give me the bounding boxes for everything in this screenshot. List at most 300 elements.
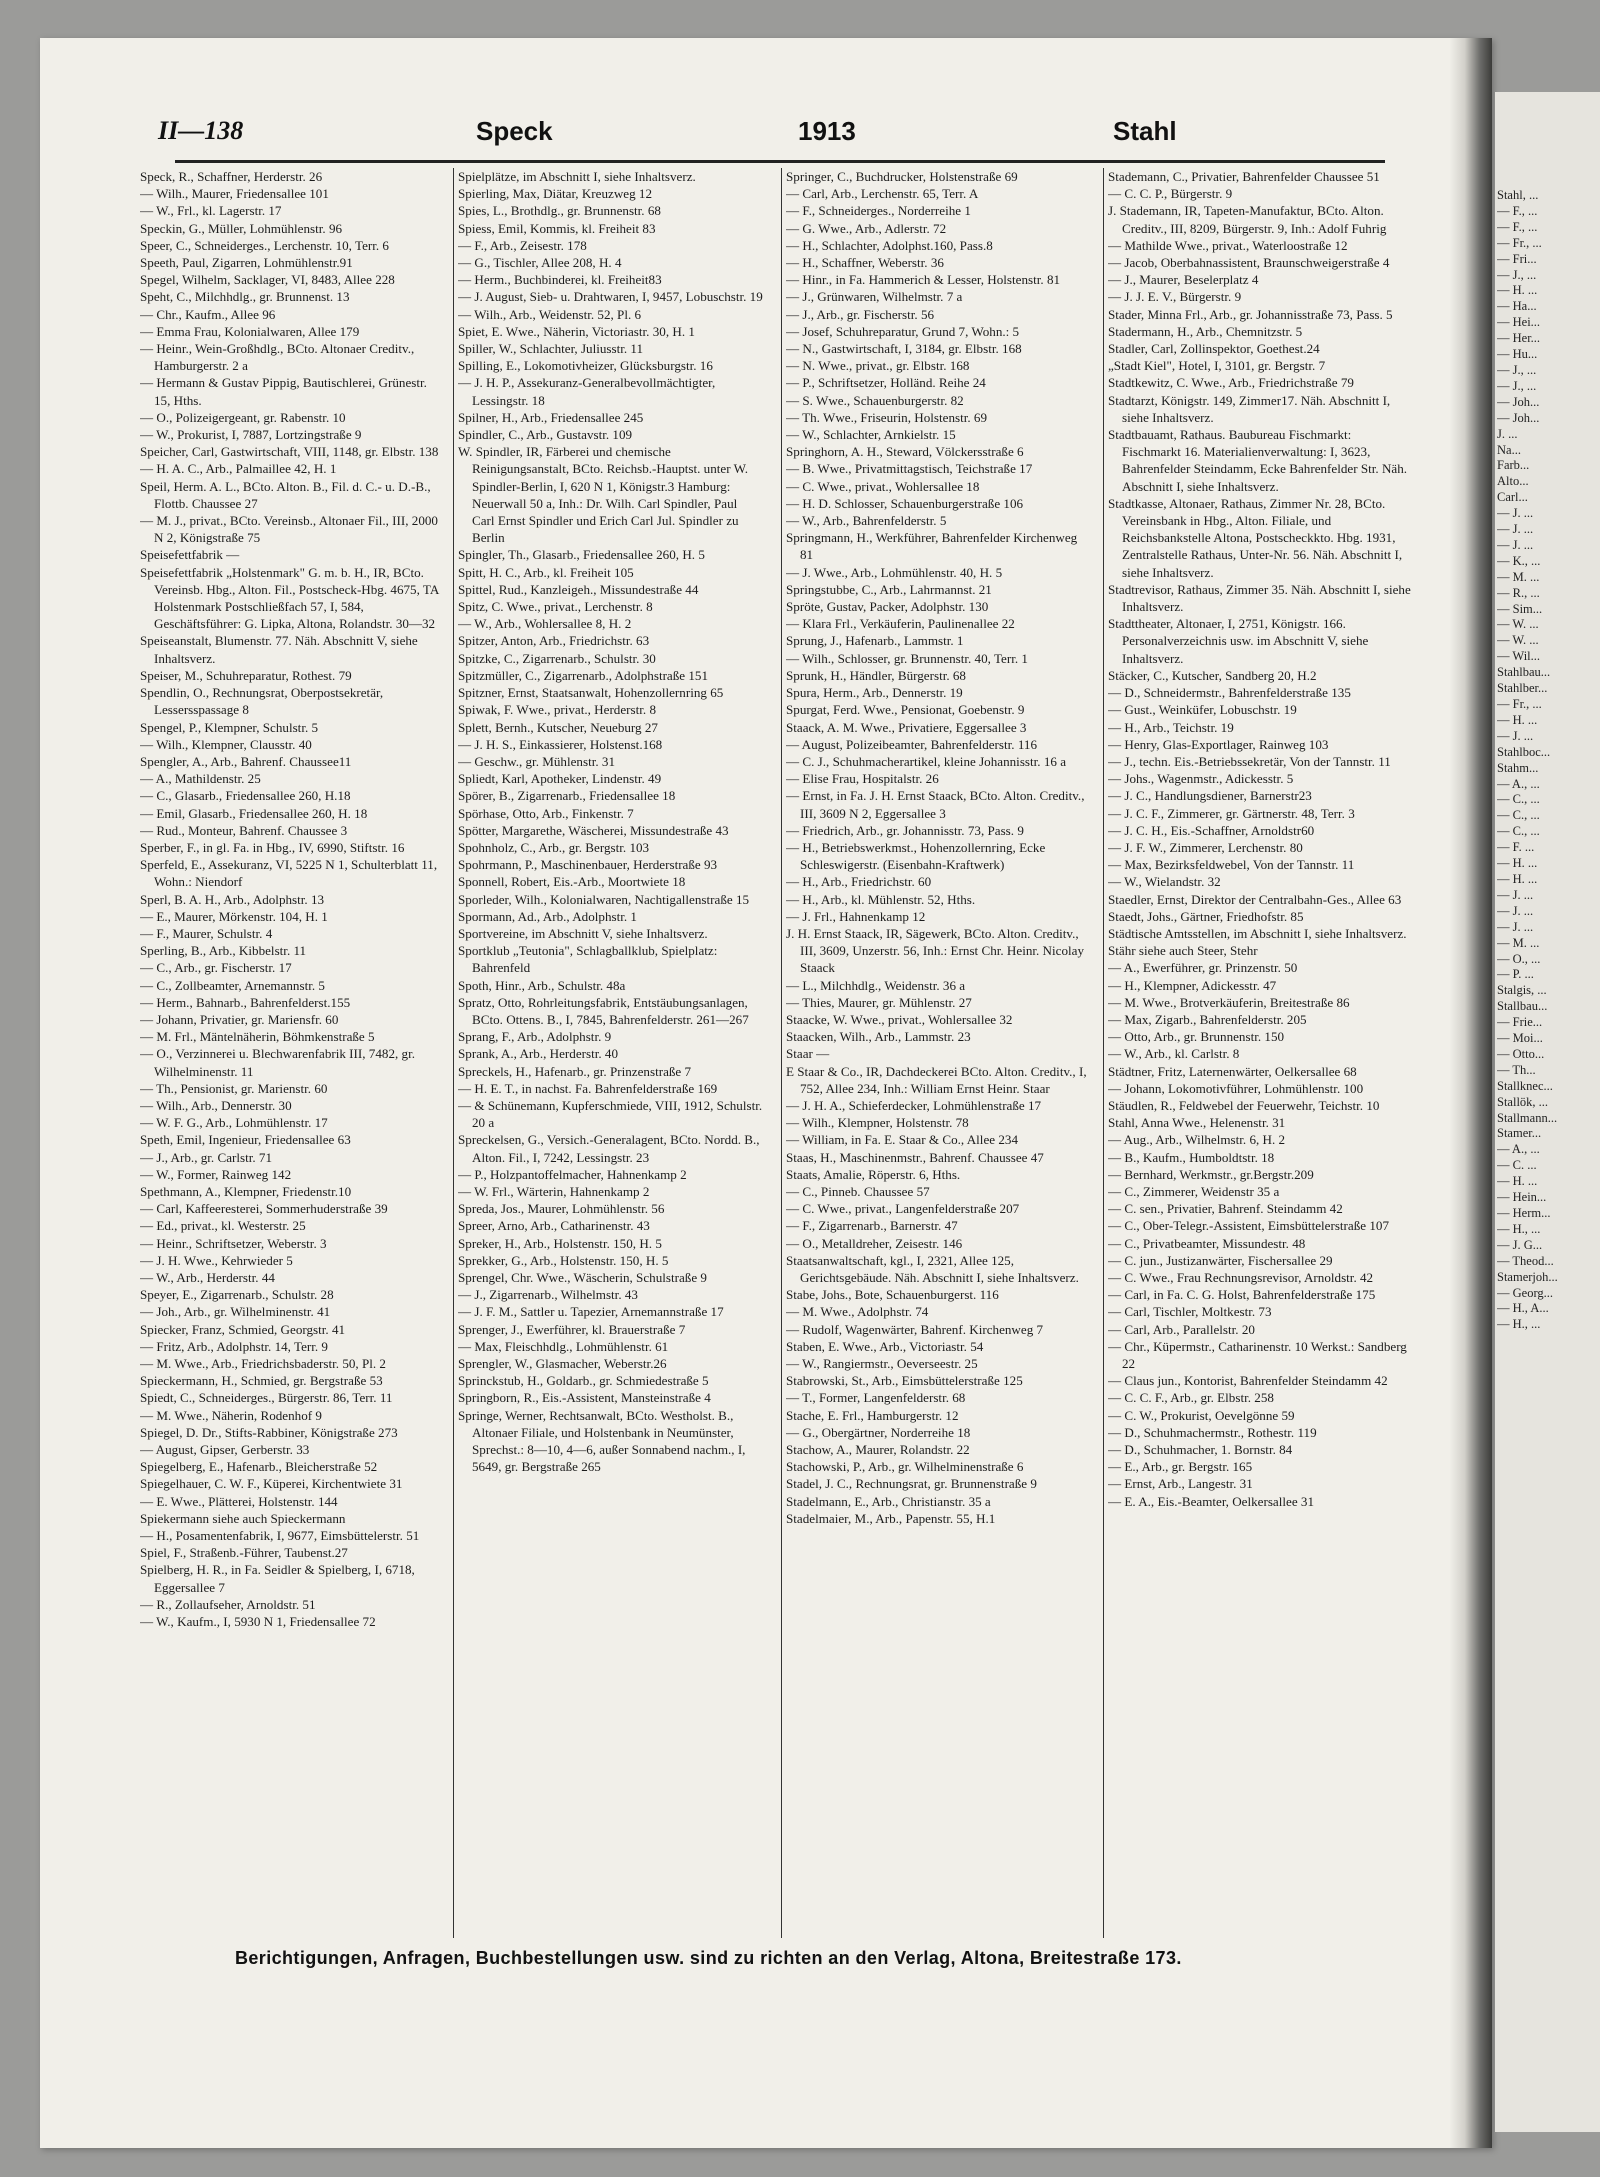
adjacent-page-entry: Stallök, ... — [1497, 1094, 1549, 1109]
adjacent-page-entry: — J. ... — [1497, 522, 1534, 537]
directory-entry: — C. Wwe., privat., Wohlersallee 18 — [786, 478, 980, 494]
adjacent-page-entry: — Ha... — [1497, 299, 1537, 314]
directory-entry: Springmann, H., Werkführer, Bahrenfelder Kirchenweg 81 — [786, 530, 1078, 563]
directory-entry: Spitzer, Anton, Arb., Friedrichstr. 63 — [458, 633, 650, 649]
directory-entry: — Josef, Schuhreparatur, Grund 7, Wohn.: 5 — [786, 323, 1020, 339]
directory-entry: — J., Arb., gr. Carlstr. 71 — [140, 1149, 273, 1165]
directory-entry: — Th. Wwe., Friseurin, Holstenstr. 69 — [786, 409, 988, 425]
directory-entry: Spies, L., Brothdlg., gr. Brunnenstr. 68 — [458, 203, 661, 219]
page-number: II—138 — [158, 116, 244, 145]
adjacent-page-entry: — Frie... — [1497, 1015, 1543, 1030]
directory-entry: Speisefettfabrik „Holstenmark" G. m. b. H., IR, BCto. Vereinsb. Hbg., Alton. Fil., Postscheck-Hbg. 4675, TA Holstenmark Postschließfach 57, I, 584, Geschäftsführer: G. Lipka, Altona, Rolandstr. 30—32 — [140, 564, 439, 632]
first-keyword: Speck — [476, 116, 553, 146]
directory-entry: Spreer, Arno, Arb., Catharinenstr. 43 — [458, 1218, 650, 1234]
adjacent-page-entry: Farb... — [1497, 458, 1530, 473]
adjacent-page-entry: — Fr., ... — [1497, 697, 1542, 711]
adjacent-page-entry: — Wil... — [1497, 649, 1541, 664]
directory-entry: Spiess, Emil, Kommis, kl. Freiheit 83 — [458, 220, 656, 236]
directory-entry: Staben, E. Wwe., Arb., Victoriastr. 54 — [786, 1338, 984, 1354]
directory-entry: Sportklub „Teutonia", Schlagballklub, Spielplatz: Bahrenfeld — [458, 943, 718, 976]
directory-entry: Staacken, Wilh., Arb., Lammstr. 23 — [786, 1029, 971, 1045]
directory-entry: — C., Zollbeamter, Arnemannstr. 5 — [140, 977, 325, 993]
directory-entry: J. Stademann, IR, Tapeten-Manufaktur, BCto. Alton. Creditv., III, 8209, Bürgerstr. 9, Inh.: Adolf Fuhrig — [1108, 203, 1387, 236]
directory-entry: — T., Former, Langenfelderstr. 68 — [786, 1390, 966, 1406]
directory-entry: — Carl, Kaffeeresterei, Sommerhuderstraße 39 — [140, 1201, 388, 1217]
directory-entry: — F., Maurer, Schulstr. 4 — [140, 925, 273, 941]
directory-entry: — G., Obergärtner, Norderreihe 18 — [786, 1424, 971, 1440]
directory-entry: Spiet, E. Wwe., Näherin, Victoriastr. 30, H. 1 — [458, 323, 695, 339]
directory-entry: — B. Wwe., Privatmittagstisch, Teichstraße 17 — [786, 461, 1033, 477]
directory-entry: — W. F. G., Arb., Lohmühlenstr. 17 — [140, 1115, 328, 1131]
directory-entry: Springstubbe, C., Arb., Lahrmannst. 21 — [786, 581, 992, 597]
adjacent-page-entry: — Sim... — [1497, 601, 1543, 616]
directory-entry: Springe, Werner, Rechtsanwalt, BCto. Westholst. B., Altonaer Filiale, und Holstenbank in Neumünster, Sprechst.: 8—10, 4—6, außer Sonnabend nachm., I, 5649, gr. Bergstraße 265 — [458, 1407, 746, 1475]
directory-entry: — J., Grünwaren, Wilhelmstr. 7 a — [786, 289, 963, 305]
directory-entry: Spethmann, A., Klempner, Friedenstr.10 — [140, 1183, 352, 1199]
directory-entry: — C. W., Prokurist, Oevelgönne 59 — [1108, 1407, 1295, 1423]
adjacent-page-entry: — Fri... — [1497, 251, 1537, 266]
directory-entry: — Carl, in Fa. C. G. Holst, Bahrenfelderstraße 175 — [1108, 1287, 1376, 1303]
adjacent-page-entry: — H. ... — [1497, 1174, 1538, 1189]
directory-entry: — P., Schriftsetzer, Holländ. Reihe 24 — [786, 375, 986, 391]
adjacent-page-entry: — Joh... — [1497, 410, 1540, 425]
directory-entry: — W., Former, Rainweg 142 — [140, 1166, 292, 1182]
directory-entry: — Bernhard, Werkmstr., gr.Bergstr.209 — [1108, 1166, 1314, 1182]
directory-entry: Stäudlen, R., Feldwebel der Feuerwehr, Teichstr. 10 — [1108, 1097, 1380, 1113]
directory-entry: Speckin, G., Müller, Lohmühlenstr. 96 — [140, 220, 343, 236]
directory-entry: Spreda, Jos., Maurer, Lohmühlenstr. 56 — [458, 1201, 665, 1217]
adjacent-page-entry: — W. ... — [1497, 617, 1539, 632]
adjacent-page-entry: Stahlboc... — [1497, 744, 1551, 759]
directory-entry: — O., Polizeigergeant, gr. Rabenstr. 10 — [140, 409, 346, 425]
adjacent-page-entry: — Herm... — [1497, 1206, 1551, 1220]
column-4 — [1108, 168, 1413, 1943]
directory-entry: — W., Wielandstr. 32 — [1108, 874, 1221, 890]
directory-entry: — J., Arb., gr. Fischerstr. 56 — [786, 306, 935, 322]
directory-entry: — Carl, Arb., Parallelstr. 20 — [1108, 1321, 1255, 1337]
adjacent-page-entry: — Moi... — [1497, 1031, 1543, 1046]
directory-entry: Spengler, A., Arb., Bahrenf. Chaussee11 — [140, 753, 352, 769]
directory-entry: Spendlin, O., Rechnungsrat, Oberpostsekretär, Lessersspassage 8 — [140, 685, 384, 718]
directory-entry: Stahl, Anna Wwe., Helenenstr. 31 — [1108, 1115, 1286, 1131]
directory-entry: Spilling, E., Lokomotivheizer, Glücksburgstr. 16 — [458, 358, 713, 374]
directory-entry: Sprengler, W., Glasmacher, Weberstr.26 — [458, 1356, 667, 1372]
directory-entry: Stachowski, P., Arb., gr. Wilhelminenstraße 6 — [786, 1459, 1024, 1475]
directory-entry: — E. A., Eis.-Beamter, Oelkersallee 31 — [1108, 1493, 1315, 1509]
column-2 — [458, 168, 763, 1943]
adjacent-page-entry: Stamerjoh... — [1497, 1269, 1558, 1284]
directory-entry: Spormann, Ad., Arb., Adolphstr. 1 — [458, 908, 637, 924]
directory-entry: Spitzner, Ernst, Staatsanwalt, Hohenzollernring 65 — [458, 685, 724, 701]
directory-entry: Sprengel, Chr. Wwe., Wäscherin, Schulstraße 9 — [458, 1270, 707, 1285]
adjacent-page-edge — [1495, 92, 1600, 2132]
adjacent-page-entry: — M. ... — [1497, 569, 1540, 584]
directory-entry: — J. Wwe., Arb., Lohmühlenstr. 40, H. 5 — [786, 564, 1003, 580]
directory-entry: — S. Wwe., Schauenburgerstr. 82 — [786, 392, 964, 408]
adjacent-page-entry: Stallknec... — [1497, 1078, 1553, 1093]
directory-entry: — M. Wwe., Brotverkäuferin, Breitestraße 86 — [1108, 994, 1350, 1010]
directory-entry: Speeth, Paul, Zigarren, Lohmühlenstr.91 — [140, 255, 353, 271]
directory-entry: Springborn, R., Eis.-Assistent, Mansteinstraße 4 — [458, 1390, 711, 1406]
directory-entry: Spitt, H. C., Arb., kl. Freiheit 105 — [458, 564, 634, 580]
directory-entry: — Emil, Glasarb., Friedensallee 260, H. 18 — [140, 805, 368, 821]
directory-entry: Sprunk, H., Händler, Bürgerstr. 68 — [786, 667, 966, 683]
directory-entry: — Rudolf, Wagenwärter, Bahrenf. Kirchenweg 7 — [786, 1321, 1044, 1337]
directory-entry: Sportvereine, im Abschnitt V, siehe Inhaltsverz. — [458, 925, 708, 941]
adjacent-page-entry: — P. ... — [1497, 967, 1534, 982]
directory-entry: — P., Holzpantoffelmacher, Hahnenkamp 2 — [458, 1166, 687, 1182]
directory-entry: Spörer, B., Zigarrenarb., Friedensallee 18 — [458, 788, 676, 804]
adjacent-page-entry: — J., ... — [1497, 362, 1537, 377]
directory-entry: — C., Ober-Telegr.-Assistent, Eimsbüttelerstraße 107 — [1108, 1218, 1390, 1234]
directory-entry: Sprang, F., Arb., Adolphstr. 9 — [458, 1029, 612, 1045]
directory-entry: Spliedt, Karl, Apotheker, Lindenstr. 49 — [458, 771, 662, 787]
directory-entry: „Stadt Kiel", Hotel, I, 3101, gr. Bergstr. 7 — [1108, 358, 1326, 374]
adjacent-page-entry: — Her... — [1497, 331, 1541, 346]
adjacent-page-entry: — F. ... — [1497, 840, 1535, 855]
adjacent-page-entry: — H., A... — [1497, 1301, 1549, 1316]
adjacent-page-entry: Na... — [1497, 442, 1521, 457]
directory-entry: — L., Milchhdlg., Weidenstr. 36 a — [786, 977, 966, 993]
directory-entry: — Max, Bezirksfeldwebel, Von der Tannstr. 11 — [1108, 857, 1355, 873]
directory-entry: — Ernst, Arb., Langestr. 31 — [1108, 1476, 1253, 1492]
directory-entry: Spingler, Th., Glasarb., Friedensallee 260, H. 5 — [458, 547, 705, 563]
year: 1913 — [798, 116, 856, 146]
directory-entry: Spiel, F., Straßenb.-Führer, Taubenst.27 — [140, 1545, 348, 1561]
directory-entry: Stache, E. Frl., Hamburgerstr. 12 — [786, 1407, 959, 1423]
directory-entry: — Max, Zigarb., Bahrenfelderstr. 205 — [1108, 1011, 1307, 1027]
directory-entry: Stadtrevisor, Rathaus, Zimmer 35. Näh. Abschnitt I, siehe Inhaltsverz. — [1108, 581, 1411, 615]
adjacent-page-entry: — F., ... — [1497, 203, 1538, 218]
directory-entry: Spitzke, C., Zigarrenarb., Schulstr. 30 — [458, 650, 656, 666]
adjacent-page-entry: — Otto... — [1497, 1046, 1545, 1061]
directory-entry: Stadtbauamt, Rathaus. Baubureau Fischmarkt: Fischmarkt 16. Materialienverwaltung: I, 3623, Bahrenfelder Steindamm, Ecke Bahrenfelder Str. Näh. Abschnitt I, siehe Inhaltsverz. — [1108, 427, 1408, 494]
directory-entry: Spitzmüller, C., Zigarrenarb., Adolphstraße 151 — [458, 667, 709, 683]
directory-entry: — H., Arb., Teichstr. 19 — [1108, 719, 1234, 735]
directory-entry: — Joh., Arb., gr. Wilhelminenstr. 41 — [140, 1304, 331, 1320]
directory-entry: — Hinr., in Fa. Hammerich & Lesser, Holstenstr. 81 — [786, 272, 1061, 288]
directory-entry: — C. C. P., Bürgerstr. 9 — [1108, 186, 1233, 202]
directory-entry: — N. Wwe., privat., gr. Elbstr. 168 — [786, 358, 970, 374]
directory-entry: E Staar & Co., IR, Dachdeckerei BCto. Alton. Creditv., I, 752, Allee 234, Inh.: William Ernst Heinr. Staar — [786, 1063, 1087, 1096]
header-rule — [175, 160, 1385, 163]
directory-entry: — C., Glasarb., Friedensallee 260, H.18 — [140, 788, 351, 804]
adjacent-page-entry: — Fr., ... — [1497, 235, 1542, 250]
directory-entry: — J. C. F., Zimmerer, gr. Gärtnerstr. 48, Terr. 3 — [1108, 805, 1355, 821]
adjacent-page-entry: — Hein... — [1497, 1190, 1547, 1205]
directory-entry: — C., Zimmerer, Weidenstr 35 a — [1108, 1183, 1280, 1199]
directory-entry: — & Schünemann, Kupferschmiede, VIII, 1912, Schulstr. 20 a — [458, 1097, 763, 1131]
directory-entry: Spreker, H., Arb., Holstenstr. 150, H. 5 — [458, 1235, 662, 1251]
directory-entry: — H., Betriebswerkmst., Hohenzollernring, Ecke Schleswigerstr. (Eisenbahn-Kraftwerk) — [786, 839, 1046, 873]
directory-entry: — F., Arb., Zeisestr. 178 — [458, 237, 587, 253]
directory-entry: Speht, C., Milchhdlg., gr. Brunnenst. 13 — [140, 289, 350, 305]
directory-entry: — H. D. Schlosser, Schauenburgerstraße 106 — [786, 495, 1024, 511]
adjacent-page-entry: — J. ... — [1497, 728, 1534, 743]
adjacent-page-entry: — C. ... — [1497, 1158, 1537, 1173]
directory-entry: — Rud., Monteur, Bahrenf. Chaussee 3 — [140, 822, 348, 838]
directory-entry: — William, in Fa. E. Staar & Co., Allee 234 — [786, 1132, 1018, 1148]
directory-entry: Spindler, C., Arb., Gustavstr. 109 — [458, 427, 633, 443]
directory-entry: Speiser, M., Schuhreparatur, Rothest. 79 — [140, 667, 352, 683]
directory-entry: Stadelmaier, M., Arb., Papenstr. 55, H.1 — [786, 1510, 996, 1526]
adjacent-page-entry: — F., ... — [1497, 219, 1538, 234]
directory-entry: Spiwak, F. Wwe., privat., Herderstr. 8 — [458, 702, 656, 718]
directory-entry: Spiller, W., Schlachter, Juliusstr. 11 — [458, 341, 644, 357]
directory-entry: — J. August, Sieb- u. Drahtwaren, I, 9457, Lobuschstr. 19 — [458, 289, 763, 305]
adjacent-page-entry: — C., ... — [1497, 792, 1540, 807]
directory-entry: Sperfeld, E., Assekuranz, VI, 5225 N 1, Schulterblatt 11, Wohn.: Niendorf — [140, 857, 438, 890]
directory-entry: — J. J. E. V., Bürgerstr. 9 — [1108, 289, 1242, 305]
directory-entry: — E. Wwe., Plätterei, Holstenstr. 144 — [140, 1493, 338, 1509]
directory-entry: — O., Verzinnerei u. Blechwarenfabrik III, 7482, gr. Wilhelminenstr. 11 — [140, 1046, 415, 1079]
adjacent-page-entry: — Th... — [1497, 1062, 1536, 1077]
directory-entry: — Jacob, Oberbahnassistent, Braunschweigerstraße 4 — [1108, 255, 1390, 271]
directory-entry: Staas, H., Maschinenmstr., Bahrenf. Chaussee 47 — [786, 1149, 1044, 1165]
directory-entry: — C. Wwe., privat., Langenfelderstraße 207 — [786, 1201, 1020, 1217]
directory-entry: — Chr., Küpermstr., Catharinenstr. 10 Werkst.: Sandberg 22 — [1108, 1338, 1407, 1372]
directory-entry: — J. H. A., Schieferdecker, Lohmühlenstraße 17 — [786, 1097, 1042, 1113]
directory-entry: Stadler, Carl, Zollinspektor, Goethest.24 — [1108, 341, 1320, 357]
directory-entry: — Johann, Lokomotivführer, Lohmühlenstr. 100 — [1108, 1080, 1364, 1096]
adjacent-page-entry: — R., ... — [1497, 585, 1540, 600]
adjacent-page-entry: — Hu... — [1497, 347, 1538, 362]
adjacent-page-column — [1497, 188, 1600, 1963]
directory-entry: Springhorn, A. H., Steward, Völckersstraße 6 — [786, 444, 1024, 460]
directory-entry: Spiegelhauer, C. W. F., Küperei, Kirchentwiete 31 — [140, 1476, 403, 1492]
directory-entry: Spratz, Otto, Rohrleitungsfabrik, Entstäubungsanlagen, BCto. Ottens. B., I, 7845, Bahrenfelderstr. 261—267 — [458, 994, 749, 1027]
directory-entry: — W., Kaufm., I, 5930 N 1, Friedensallee 72 — [140, 1614, 376, 1630]
column-1 — [140, 168, 445, 1943]
directory-entry: Stähr siehe auch Steer, Stehr — [1108, 943, 1258, 959]
directory-entry: — Claus jun., Kontorist, Bahrenfelder Steindamm 42 — [1108, 1373, 1388, 1389]
directory-entry: Springer, C., Buchdrucker, Holstenstraße 69 — [786, 169, 1018, 184]
directory-entry: — C. C. F., Arb., gr. Elbstr. 258 — [1108, 1390, 1274, 1406]
publisher-footer: Berichtigungen, Anfragen, Buchbestellungen usw. sind zu richten an den Verlag, Altona, Breitestraße 173. — [235, 1948, 1182, 1968]
directory-entry: W. Spindler, IR, Färberei und chemische Reinigungsanstalt, BCto. Reichsb.-Hauptst. unter W. Spindler-Berlin, I, 620 N 1, Königstr.3 Hamburg: Neuerwall 50 a, Inh.: Dr. Wilh. Carl Spindler, Paul Carl Ernst Spindler und Erich Carl Jul. Spindler zu Berlin — [458, 444, 749, 546]
directory-entry: — A., Mathildenstr. 25 — [140, 771, 261, 787]
directory-entry: — J. F. M., Sattler u. Tapezier, Arnemannstraße 17 — [458, 1304, 724, 1320]
directory-entry: Spielberg, H. R., in Fa. Seidler & Spielberg, I, 6718, Eggersallee 7 — [140, 1562, 415, 1595]
directory-entry: — J. C., Handlungsdiener, Barnerstr23 — [1108, 788, 1312, 804]
directory-entry: — J. H. P., Assekuranz-Generalbevollmächtigter, Lessingstr. 18 — [458, 375, 716, 408]
directory-entry: Speil, Herm. A. L., BCto. Alton. B., Fil. d. C.- u. D.-B., Flottb. Chaussee 27 — [140, 478, 431, 511]
directory-entry: — H., Arb., Friedrichstr. 60 — [786, 874, 932, 890]
directory-entry: Sporleder, Wilh., Kolonialwaren, Nachtigallenstraße 15 — [458, 891, 750, 907]
directory-entry: Stader, Minna Frl., Arb., gr. Johannisstraße 73, Pass. 5 — [1108, 306, 1393, 322]
directory-entry: — D., Schuhmachermstr., Rothestr. 119 — [1108, 1424, 1317, 1440]
directory-entry: Spoth, Hinr., Arb., Schulstr. 48a — [458, 977, 626, 993]
directory-entry: Spielplätze, im Abschnitt I, siehe Inhaltsverz. — [458, 169, 696, 184]
directory-entry: — D., Schuhmacher, 1. Bornstr. 84 — [1108, 1442, 1293, 1458]
directory-entry: — Aug., Arb., Wilhelmstr. 6, H. 2 — [1108, 1132, 1286, 1148]
directory-entry: — J., Maurer, Beselerplatz 4 — [1108, 272, 1259, 288]
directory-entry: — Heinr., Wein-Großhdlg., BCto. Altonaer Creditv., Hamburgerstr. 2 a — [140, 341, 415, 374]
adjacent-page-entry: — H., ... — [1497, 1317, 1541, 1332]
directory-entry: — Carl, Tischler, Moltkestr. 73 — [1108, 1304, 1272, 1320]
directory-entry: — August, Polizeibeamter, Bahrenfelderstr. 116 — [786, 736, 1037, 752]
directory-page — [40, 38, 1492, 2148]
adjacent-page-entry: — Joh... — [1497, 394, 1540, 409]
adjacent-page-entry: — J. ... — [1497, 903, 1534, 918]
directory-entry: — C. jun., Justizanwärter, Fischersallee 29 — [1108, 1252, 1333, 1268]
directory-entry: Sprinckstub, H., Goldarb., gr. Schmiedestraße 5 — [458, 1373, 709, 1389]
directory-entry: — Ed., privat., kl. Westerstr. 25 — [140, 1218, 306, 1234]
directory-entry: Sprung, J., Hafenarb., Lammstr. 1 — [786, 633, 964, 649]
adjacent-page-entry: — J., ... — [1497, 267, 1537, 282]
adjacent-page-entry: Alto... — [1497, 474, 1529, 489]
directory-entry: — Herm., Bahnarb., Bahrenfelderst.155 — [140, 994, 351, 1010]
directory-entry: Spröte, Gustav, Packer, Adolphstr. 130 — [786, 599, 989, 615]
directory-entry: J. H. Ernst Staack, IR, Sägewerk, BCto. Alton. Creditv., III, 3609, Unzerstr. 56, Inh.: Ernst Chr. Heinr. Nicolay Staack — [786, 925, 1085, 976]
directory-entry: — Klara Frl., Verkäuferin, Paulinenallee 22 — [786, 616, 1015, 632]
directory-entry: — W., Rangiermstr., Oeverseestr. 25 — [786, 1356, 978, 1372]
directory-entry: Speer, C., Schneiderges., Lerchenstr. 10, Terr. 6 — [140, 237, 389, 253]
directory-entry: Stachow, A., Maurer, Rolandstr. 22 — [786, 1442, 970, 1458]
directory-entry: — J. H. Wwe., Kehrwieder 5 — [140, 1252, 293, 1268]
directory-entry: — E., Arb., gr. Bergstr. 165 — [1108, 1459, 1253, 1475]
directory-entry: Sprank, A., Arb., Herderstr. 40 — [458, 1046, 619, 1062]
adjacent-page-entry: Carl... — [1497, 490, 1528, 505]
directory-entry: Spengel, P., Klempner, Schulstr. 5 — [140, 719, 319, 735]
directory-entry: — J., Zigarrenarb., Wilhelmstr. 43 — [458, 1287, 638, 1303]
directory-entry: Speck, R., Schaffner, Herderstr. 26 — [140, 169, 323, 184]
directory-entry: — W., Schlachter, Arnkielstr. 15 — [786, 427, 956, 443]
directory-entry: Stabrowski, St., Arb., Eimsbüttelerstraße 125 — [786, 1373, 1023, 1389]
directory-entry: Spötter, Margarethe, Wäscherei, Missundestraße 43 — [458, 822, 729, 838]
directory-entry: Sponnell, Robert, Eis.-Arb., Moortwiete 18 — [458, 874, 686, 890]
directory-entry: — M. Wwe., Näherin, Rodenhof 9 — [140, 1407, 322, 1423]
directory-entry: — W., Prokurist, I, 7887, Lortzingstraße 9 — [140, 427, 362, 443]
directory-entry: — E., Maurer, Mörkenstr. 104, H. 1 — [140, 908, 328, 924]
directory-entry: — Emma Frau, Kolonialwaren, Allee 179 — [140, 323, 360, 339]
directory-entry: — Henry, Glas-Exportlager, Rainweg 103 — [1108, 736, 1329, 752]
directory-entry: Städtner, Fritz, Laternenwärter, Oelkersallee 68 — [1108, 1063, 1357, 1079]
directory-entry: — G. Wwe., Arb., Adlerstr. 72 — [786, 220, 947, 236]
directory-entry: — D., Schneidermstr., Bahrenfelderstraße 135 — [1108, 685, 1351, 701]
directory-entry: — F., Schneiderges., Norderreihe 1 — [786, 203, 971, 219]
directory-entry: Sperber, F., in gl. Fa. in Hbg., IV, 6990, Stiftstr. 16 — [140, 839, 405, 855]
directory-entry: — Johann, Privatier, gr. Mariensfr. 60 — [140, 1011, 339, 1027]
last-keyword: Stahl — [1113, 116, 1177, 146]
directory-entry: Sprekker, G., Arb., Holstenstr. 150, H. 5 — [458, 1252, 669, 1268]
directory-entry: — Geschw., gr. Mühlenstr. 31 — [458, 753, 615, 769]
directory-entry: Stadttheater, Altonaer, I, 2751, Königstr. 166. Personalverzeichnis usw. im Abschnitt V, siehe Inhaltsverz. — [1108, 616, 1369, 666]
directory-entry: — Elise Frau, Hospitalstr. 26 — [786, 771, 939, 787]
directory-columns — [40, 168, 1490, 1943]
directory-entry: — H. A. C., Arb., Palmaillee 42, H. 1 — [140, 461, 337, 477]
directory-entry: Spiedt, C., Schneiderges., Bürgerstr. 86, Terr. 11 — [140, 1390, 393, 1406]
directory-entry: Stademann, C., Privatier, Bahrenfelder Chaussee 51 — [1108, 169, 1380, 184]
directory-entry: — N., Gastwirtschaft, I, 3184, gr. Elbstr. 168 — [786, 341, 1022, 357]
directory-entry: Spiegel, D. Dr., Stifts-Rabbiner, Königstraße 273 — [140, 1424, 398, 1440]
directory-entry: — H., Arb., kl. Mühlenstr. 52, Hths. — [786, 891, 976, 907]
directory-entry: — Chr., Kaufm., Allee 96 — [140, 306, 276, 322]
running-header — [158, 116, 1478, 160]
directory-entry: — C. J., Schuhmacherartikel, kleine Johannisstr. 16 a — [786, 753, 1067, 769]
adjacent-page-entry: — O., ... — [1497, 951, 1541, 966]
directory-entry: — C., Privatbeamter, Missundestr. 48 — [1108, 1235, 1306, 1251]
directory-entry: Sprenger, J., Ewerführer, kl. Brauerstraße 7 — [458, 1321, 686, 1337]
directory-entry: — Carl, Arb., Lerchenstr. 65, Terr. A — [786, 186, 979, 202]
directory-entry: — G., Tischler, Allee 208, H. 4 — [458, 255, 622, 271]
directory-entry: Splett, Bernh., Kutscher, Neueburg 27 — [458, 719, 658, 735]
directory-entry: Stäcker, C., Kutscher, Sandberg 20, H.2 — [1108, 667, 1317, 683]
directory-entry: — Otto, Arb., gr. Brunnenstr. 150 — [1108, 1029, 1285, 1045]
column-3 — [786, 168, 1091, 1943]
directory-entry: Spieckermann, H., Schmied, gr. Bergstraße 53 — [140, 1373, 383, 1389]
adjacent-page-entry: — H. ... — [1497, 712, 1538, 727]
directory-entry: Spitz, C. Wwe., privat., Lerchenstr. 8 — [458, 599, 653, 615]
directory-entry: — Hermann & Gustav Pippig, Bautischlerei, Grünestr. 15, Hths. — [140, 375, 427, 408]
directory-entry: Stadtarzt, Königstr. 149, Zimmer17. Näh. Abschnitt I, siehe Inhaltsverz. — [1108, 392, 1391, 425]
adjacent-page-entry: Stahlber... — [1497, 681, 1548, 696]
directory-entry: — Ernst, in Fa. J. H. Ernst Staack, BCto. Alton. Creditv., III, 3609 N 2, Eggersallee 3 — [786, 788, 1085, 821]
directory-entry: Stadtkasse, Altonaer, Rathaus, Zimmer Nr. 28, BCto. Vereinsbank in Hbg., Alton. Filiale, und Reichsbankstelle Altona, Postscheckkto. Hbg. 1931, Zentralstelle Rathaus, Unter-Nr. 56. Näh. Abschnitt I, siehe Inhaltsverz. — [1108, 495, 1403, 580]
directory-entry: — Friedrich, Arb., gr. Johannisstr. 73, Pass. 9 — [786, 822, 1024, 838]
directory-entry: Staacke, W. Wwe., privat., Wohlersallee 32 — [786, 1011, 1013, 1027]
directory-entry: — Fritz, Arb., Adolphstr. 14, Terr. 9 — [140, 1338, 328, 1354]
directory-entry: Spura, Herm., Arb., Dennerstr. 19 — [786, 685, 963, 701]
directory-entry: — H. E. T., in nachst. Fa. Bahrenfelderstraße 169 — [458, 1080, 718, 1096]
adjacent-page-entry: — C., ... — [1497, 824, 1540, 839]
adjacent-page-entry: — K., ... — [1497, 553, 1541, 568]
directory-entry: Staedler, Ernst, Direktor der Centralbahn-Ges., Allee 63 — [1108, 891, 1402, 907]
directory-entry: — W., Arb., Herderstr. 44 — [140, 1270, 275, 1285]
directory-entry: — H., Posamentenfabrik, I, 9677, Eimsbüttelerstr. 51 — [140, 1528, 420, 1544]
directory-entry: Speicher, Carl, Gastwirtschaft, VIII, 1148, gr. Elbstr. 138 — [140, 444, 439, 460]
directory-entry: Spohnholz, C., Arb., gr. Bergstr. 103 — [458, 839, 650, 855]
adjacent-page-entry: — H. ... — [1497, 283, 1538, 298]
directory-entry: — F., Zigarrenarb., Barnerstr. 47 — [786, 1218, 958, 1234]
directory-entry: Speyer, E., Zigarrenarb., Schulstr. 28 — [140, 1287, 334, 1303]
directory-entry: — Gust., Weinküfer, Lobuschstr. 19 — [1108, 702, 1297, 718]
directory-entry: — J. H. S., Einkassierer, Holstenst.168 — [458, 736, 663, 752]
directory-entry: — C. sen., Privatier, Bahrenf. Steindamm 42 — [1108, 1201, 1343, 1217]
directory-entry: — M. Frl., Mäntelnäherin, Böhmkenstraße 5 — [140, 1029, 375, 1045]
adjacent-page-entry: — C., ... — [1497, 808, 1540, 823]
directory-entry: — J. F. W., Zimmerer, Lerchenstr. 80 — [1108, 839, 1303, 855]
adjacent-page-entry: — J. ... — [1497, 506, 1534, 521]
directory-entry: — H., Schaffner, Weberstr. 36 — [786, 255, 944, 271]
adjacent-page-entry: Stahl, ... — [1497, 188, 1539, 202]
directory-entry: Spohrmann, P., Maschinenbauer, Herderstraße 93 — [458, 857, 718, 873]
adjacent-page-entry: — Georg... — [1497, 1285, 1554, 1300]
directory-entry: — Wilh., Klempner, Clausstr. 40 — [140, 736, 312, 752]
adjacent-page-entry: — H. ... — [1497, 856, 1538, 871]
directory-entry: — M. Wwe., Arb., Friedrichsbaderstr. 50, Pl. 2 — [140, 1356, 386, 1372]
directory-entry: Spittel, Rud., Kanzleigeh., Missundestraße 44 — [458, 581, 699, 597]
adjacent-page-entry: — A., ... — [1497, 1142, 1540, 1157]
directory-entry: Sperling, B., Arb., Kibbelstr. 11 — [140, 943, 307, 959]
directory-entry: Staack, A. M. Wwe., Privatiere, Eggersallee 3 — [786, 719, 1027, 735]
directory-entry: Stabe, Johs., Bote, Schauenburgerst. 116 — [786, 1287, 999, 1303]
adjacent-page-entry: — Theod... — [1497, 1253, 1554, 1268]
directory-entry: — Thies, Maurer, gr. Mühlenstr. 27 — [786, 994, 972, 1010]
directory-entry: Spreckelsen, G., Versich.-Generalagent, BCto. Nordd. B., Alton. Fil., I, 7242, Lessingstr. 23 — [458, 1132, 760, 1165]
directory-entry: Staatsanwaltschaft, kgl., I, 2321, Allee 125, Gerichtsgebäude. Näh. Abschnitt I, siehe Inhaltsverz. — [786, 1252, 1079, 1285]
adjacent-page-entry: — H. ... — [1497, 871, 1538, 886]
directory-entry: — J., techn. Eis.-Betriebssekretär, Von der Tannstr. 11 — [1108, 753, 1391, 769]
directory-entry: Stadel, J. C., Rechnungsrat, gr. Brunnenstraße 9 — [786, 1476, 1037, 1492]
directory-entry: — Wilh., Arb., Dennerstr. 30 — [140, 1097, 292, 1113]
adjacent-page-entry: J. ... — [1497, 426, 1518, 441]
directory-entry: Staar — — [786, 1046, 830, 1062]
adjacent-page-entry: — J. ... — [1497, 887, 1534, 902]
directory-entry: Speiseanstalt, Blumenstr. 77. Näh. Abschnitt V, siehe Inhaltsverz. — [140, 633, 418, 666]
directory-entry: — A., Ewerführer, gr. Prinzenstr. 50 — [1108, 960, 1298, 976]
directory-entry: Spiekermann siehe auch Spieckermann — [140, 1510, 346, 1526]
